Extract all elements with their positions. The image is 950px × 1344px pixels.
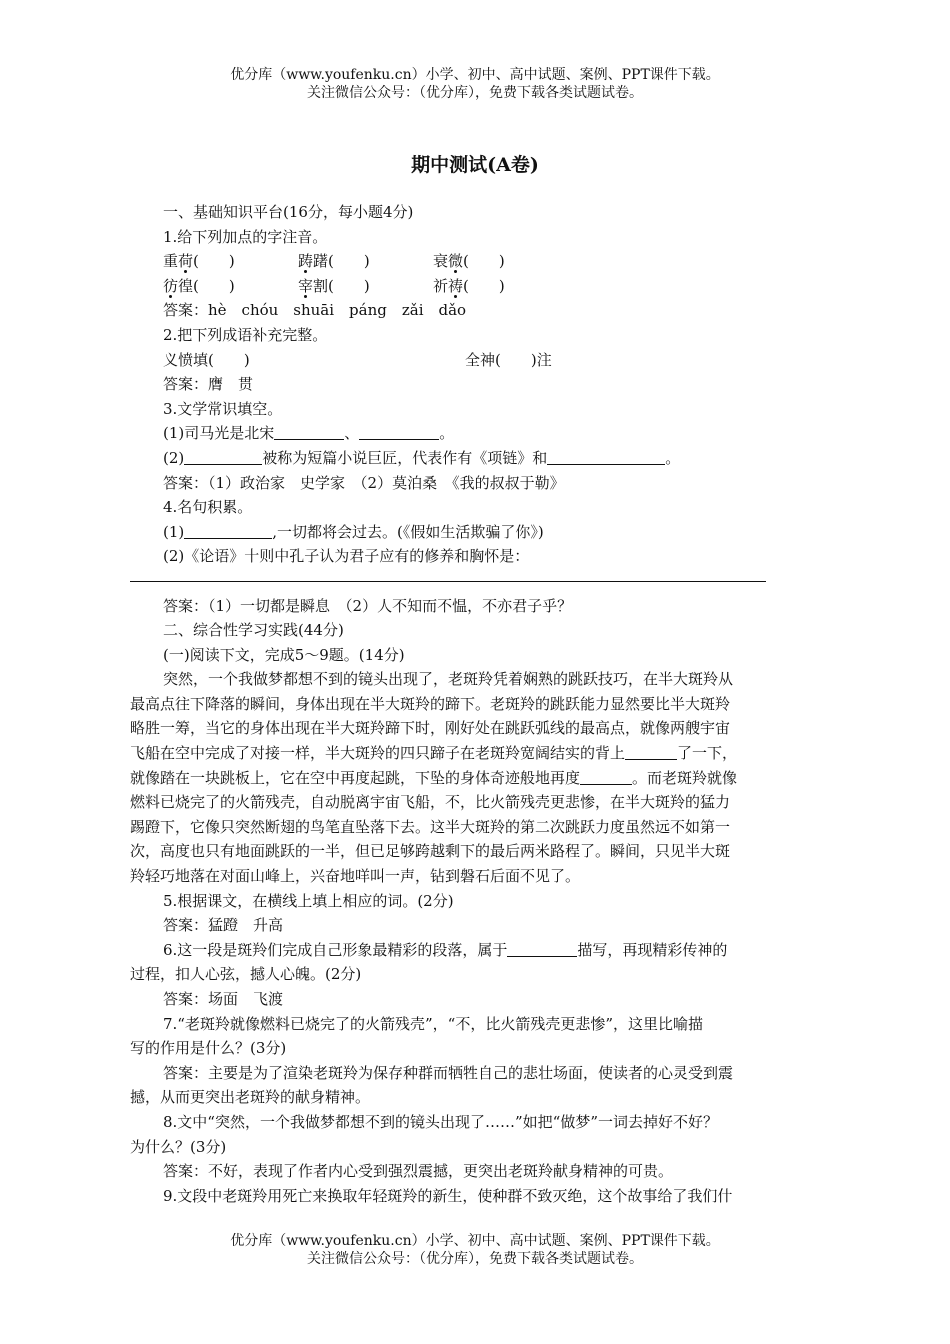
- q4-line-2: (2)《论语》十则中孔子认为君子应有的修养和胸怀是：: [163, 547, 530, 566]
- header-line-2: 关注微信公众号：（优分库），免费下载各类试题试卷。: [307, 85, 643, 101]
- q8-answer: 答案：不好，表现了作者内心受到强烈震撼，更突出老斑羚献身精神的可贵。: [163, 1162, 674, 1181]
- q6-text: 6.这一段是斑羚们完成自己形象最精彩的段落，属于: [163, 940, 508, 959]
- q7-prompt: 7.“老斑羚就像燃料已烧完了的火箭残壳”，“不，比火箭残壳更悲惨”，这里比喻描: [163, 1014, 703, 1033]
- q7-answer: 答案：主要是为了渲染老斑羚为保存种群而牺牲自己的悲壮场面，使读者的心灵受到震: [163, 1063, 734, 1082]
- q8-prompt-cont: 为什么？(3分): [130, 1137, 227, 1156]
- q1-blank: ( ): [193, 276, 235, 295]
- fill-blank: [359, 438, 439, 440]
- exam-body: [130, 200, 810, 1208]
- q1-char: 衰: [433, 252, 449, 271]
- passage-text: 了一下，: [677, 744, 738, 763]
- fill-blank: [547, 463, 665, 465]
- passage-text: 。而老斑羚就像: [632, 768, 738, 787]
- q3-l2-text: (2): [163, 448, 185, 467]
- q3-l2-end: 。: [665, 448, 681, 467]
- q1-char: 祈: [433, 276, 449, 295]
- q6-prompt-cont: 过程，扣人心弦，撼人心魄。(2分): [130, 965, 362, 984]
- page-title: 期中测试(A卷): [411, 154, 539, 176]
- q1-char: 徨: [178, 276, 194, 295]
- passage-line: [130, 766, 810, 791]
- fill-blank: [274, 438, 344, 440]
- fill-blank: [184, 463, 262, 465]
- q3-answer: 答案：（1）政治家 史学家 （2）莫泊桑 《我的叔叔于勒》: [163, 473, 565, 492]
- q1-char: 割: [313, 276, 329, 295]
- q1-dotted-char: 荷: [178, 252, 194, 271]
- q4-answer: 答案：（1）一切都是瞬息 （2）人不知而不愠，不亦君子乎？: [163, 596, 573, 615]
- q2-idioms: [130, 348, 810, 373]
- q7-answer-cont: 撼，从而更突出老斑羚的献身精神。: [130, 1088, 371, 1107]
- q5-answer: 答案：猛蹬 升高: [163, 916, 284, 935]
- passage-line: 羚轻巧地落在对面山峰上，兴奋地咩叫一声，钻到磐石后面不见了。: [130, 867, 581, 886]
- q3-l1-sep: 、: [344, 424, 360, 443]
- passage-text: 飞船在空中完成了对接一样，半大斑羚的四只蹄子在老斑羚宽阔结实的背上: [130, 744, 626, 763]
- q4-l1-end: ,一切都将会过去。(《假如生活欺骗了你》): [272, 522, 544, 541]
- q2-idiom-1: 义愤填( ): [163, 350, 250, 369]
- q1-blank: ( ): [328, 276, 370, 295]
- passage-line: 次，高度也只有地面跳跃的一半，但已足够跨越剩下的最后两米路程了。瞬间，只见半大斑: [130, 842, 731, 861]
- page-header: [0, 66, 950, 102]
- q1-blank: ( ): [463, 276, 505, 295]
- q3-prompt: 3.文学常识填空。: [163, 399, 283, 418]
- q7-prompt-cont: 写的作用是什么？(3分): [130, 1039, 287, 1058]
- section-2-heading: 二、综合性学习实践(44分): [163, 621, 344, 640]
- fill-blank: [184, 537, 272, 539]
- footer-line-1: 优分库（www.youfenku.cn）小学、初中、高中试题、案例、PPT课件下载。: [230, 1233, 720, 1249]
- q6-text: 描写，再现精彩传神的: [577, 940, 728, 959]
- passage-line: 踢蹬下，它像只突然断翅的鸟笔直坠落下去。这半大斑羚的第二次跳跃力度虽然远不如第一: [130, 817, 731, 836]
- q1-blank: ( ): [328, 252, 370, 271]
- q1-row-1: [130, 249, 810, 274]
- q3-l1-text: (1)司马光是北宋: [163, 424, 275, 443]
- q2-prompt: 2.把下列成语补充完整。: [163, 325, 328, 344]
- reading-passage: [130, 667, 810, 888]
- q6-prompt: [130, 938, 810, 963]
- q1-dotted-char: 宰: [298, 276, 314, 295]
- q1-char: 躇: [313, 252, 329, 271]
- q4-l1-text: (1): [163, 522, 185, 541]
- q4-answer-rule: [130, 569, 810, 594]
- q1-blank: ( ): [463, 252, 505, 271]
- q1-char: 重: [163, 252, 179, 271]
- passage-line: 突然，一个我做梦都想不到的镜头出现了，老斑羚凭着娴熟的跳跃技巧，在半大斑羚从: [163, 670, 734, 689]
- q3-line-2: [130, 446, 810, 471]
- passage-line: 燃料已烧完了的火箭残壳，自动脱离宇宙飞船，不，比火箭残壳更悲惨，在半大斑羚的猛力: [130, 793, 731, 812]
- q3-l2-mid: 被称为短篇小说巨匠，代表作有《项链》和: [262, 448, 548, 467]
- page-footer: [0, 1232, 950, 1268]
- q1-dotted-char: 踌: [298, 252, 314, 271]
- q5-prompt: 5.根据课文，在横线上填上相应的词。(2分): [163, 891, 454, 910]
- q1-row-2: [130, 274, 810, 299]
- q4-line-1: [130, 520, 810, 545]
- q2-answer: 答案：膺 贯: [163, 375, 254, 394]
- q1-prompt: 1.给下列加点的字注音。: [163, 227, 328, 246]
- q6-answer: 答案：场面 飞渡: [163, 990, 284, 1008]
- q8-prompt: 8.文中“突然，一个我做梦都想不到的镜头出现了……”如把“做梦”一词去掉好不好？: [163, 1112, 718, 1131]
- q1-dotted-char: 微: [448, 252, 464, 271]
- q2-idiom-2: 全神( )注: [465, 350, 552, 369]
- q1-dotted-char: 彷: [163, 276, 179, 295]
- section-1-heading: 一、基础知识平台(16分，每小题4分): [163, 203, 414, 221]
- q9-prompt: 9.文段中老斑羚用死亡来换取年轻斑羚的新生，使种群不致灭绝，这个故事给了我们什: [163, 1186, 733, 1205]
- reading-subheading: (一)阅读下文，完成5～9题。(14分): [163, 645, 405, 664]
- q3-line-1: [130, 421, 810, 446]
- fill-blank: [580, 783, 632, 785]
- footer-line-2: 关注微信公众号：（优分库），免费下载各类试题试卷。: [307, 1251, 643, 1267]
- passage-line: 最高点往下降落的瞬间，身体出现在半大斑羚的蹄下。老斑羚的跳跃能力显然要比半大斑羚: [130, 694, 731, 713]
- fill-blank: [625, 758, 677, 760]
- q1-answer: 答案：hè chóu shuāi páng zǎi dǎo: [163, 301, 467, 320]
- header-line-1: 优分库（www.youfenku.cn）小学、初中、高中试题、案例、PPT课件下载。: [230, 67, 720, 83]
- q4-prompt: 4.名句积累。: [163, 498, 253, 517]
- passage-text: 就像踏在一块跳板上，它在空中再度起跳，下坠的身体奇迹般地再度: [130, 768, 581, 787]
- fill-blank: [507, 955, 577, 957]
- passage-line: 略胜一筹，当它的身体出现在半大斑羚蹄下时，刚好处在跳跃弧线的最高点，就像两艘宇宙: [130, 719, 731, 738]
- passage-line: [130, 741, 810, 766]
- q1-blank: ( ): [193, 252, 235, 271]
- q3-l1-end: 。: [439, 424, 455, 443]
- q1-dotted-char: 祷: [448, 276, 464, 295]
